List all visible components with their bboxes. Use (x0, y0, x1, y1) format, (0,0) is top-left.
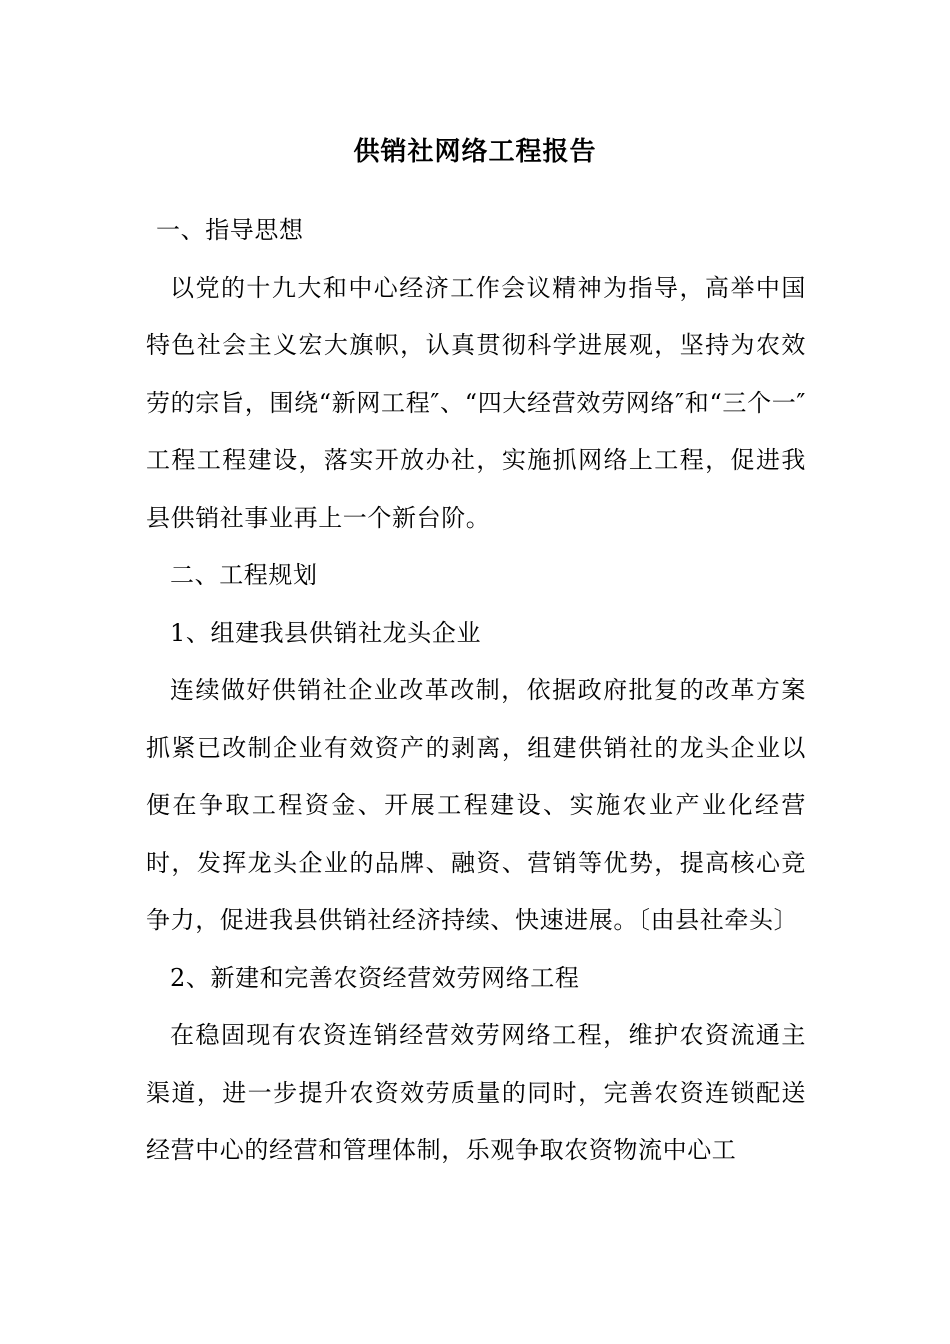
subheading-leading-enterprise: 1、组建我县供销社龙头企业 (170, 618, 482, 647)
document-body (146, 202, 806, 1180)
paragraph-leading-enterprise: 连续做好供销社企业改革改制，依据政府批复的改革方案抓紧已改制企业有效资产的剥离，组建供销社的龙头企业以便在争取工程资金、开展工程建设、实施农业产业化经营时，发挥龙头企业的品牌、融资、营销等优势，提高核心竞争力，促进我县供销社经济持续、快速进展。〔由县社牵头〕 (146, 676, 806, 934)
subheading-agri-supply-network: 2、新建和完善农资经营效劳网络工程 (170, 963, 580, 992)
section-heading-project-planning: 二、工程规划 (170, 561, 318, 589)
paragraph-guiding-ideology: 以党的十九大和中心经济工作会议精神为指导，高举中国特色社会主义宏大旗帜，认真贯彻科学进展观，坚持为农效劳的宗旨，围绕“新网工程″、“四大经营效劳网络″和“三个一″工程工程建设，落实开放办社，实施抓网络上工程，促进我县供销社事业再上一个新台阶。 (146, 273, 806, 532)
paragraph-agri-supply-network: 在稳固现有农资连销经营效劳网络工程，维护农资流通主渠道，进一步提升农资效劳质量的同时，完善农资连锁配送经营中心的经营和管理体制，乐观争取农资物流中心工 (146, 1021, 806, 1164)
section-heading-guiding-ideology: 一、指导思想 (156, 216, 304, 244)
document-title: 供销社网络工程报告 (353, 137, 597, 167)
